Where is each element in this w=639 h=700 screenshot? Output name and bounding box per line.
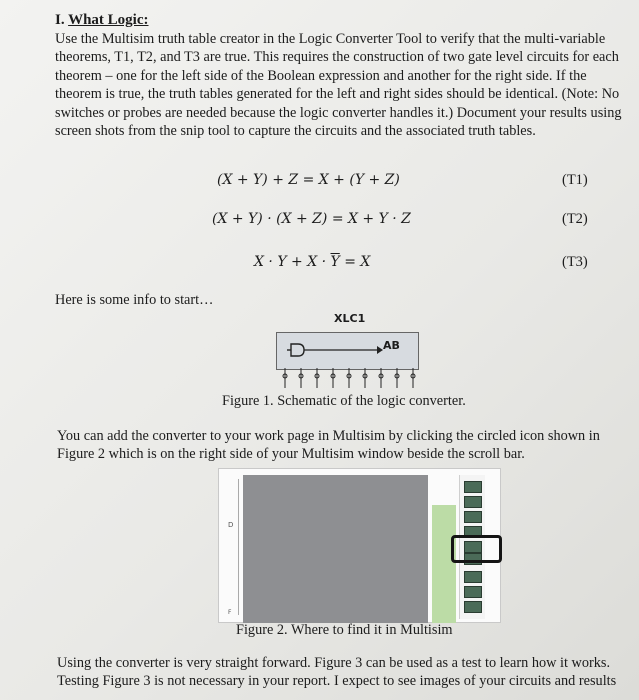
section-number: I. <box>55 12 65 28</box>
distortion-analyzer-icon[interactable] <box>464 586 482 598</box>
highlight-circle <box>451 535 502 563</box>
side-label-f: F <box>228 609 232 616</box>
theorem-t1-expression: (X + Y) + Z = X + (Y + Z) <box>217 172 400 188</box>
logic-converter-label: XLC1 <box>334 312 366 325</box>
section-title: What Logic: <box>68 12 149 28</box>
info-line: Here is some info to start… <box>55 292 214 308</box>
converter-inner-text: AB <box>383 339 400 352</box>
theorem-t2-expression: (X + Y) · (X + Z) = X + Y · Z <box>212 211 411 227</box>
paragraph-2: You can add the converter to your work page in Multisim by clicking the circled icon shown in Figure 2 which is on the right side of your Multisim window beside the scroll bar. <box>57 428 600 463</box>
function-generator-icon[interactable] <box>464 496 482 508</box>
workspace-area <box>243 475 428 623</box>
spectrum-analyzer-icon[interactable] <box>464 601 482 613</box>
paragraph-3: Using the converter is very straight forward. Figure 3 can be used as a test to learn how it works. Testing Figure 3 is not necessary in your report. I expect to see images of your circuits and results <box>57 655 617 690</box>
logic-converter-symbol <box>276 332 419 370</box>
theorem-t3-suffix: = X <box>339 254 371 270</box>
intro-paragraph: Use the Multisim truth table creator in the Logic Converter Tool to verify that the multi-variable theorems, T1, T2, and T3 are true. This requires the construction of two gate level circuits for each theorem – one for the left side of the Boolean expression and another for the right side. If the theorem is true, the truth tables generated for the left and right sides should be identical. (Note: No switches or probes are needed because the logic converter handles it.) Document your results using screen shots from the snip tool to capture the circuits and the associated truth tables. <box>55 31 622 140</box>
side-label-d: D <box>228 521 234 529</box>
converter-pins <box>276 368 426 394</box>
theorem-t3-label: (T3) <box>562 254 588 270</box>
wattmeter-icon[interactable] <box>464 511 482 523</box>
logic-analyzer-icon[interactable] <box>464 571 482 583</box>
theorem-t2-label: (T2) <box>562 211 588 227</box>
theorem-t3-prefix: X · Y + X · <box>254 254 331 270</box>
scroll-bar[interactable] <box>432 505 456 623</box>
theorem-t1-label: (T1) <box>562 172 588 188</box>
theorem-t3-overline-term: $\overline{Y}$ <box>330 254 340 270</box>
workspace-border <box>238 479 239 615</box>
multimeter-icon[interactable] <box>464 481 482 493</box>
figure2-caption: Figure 2. Where to find it in Multisim <box>236 622 453 638</box>
section-heading <box>55 12 149 29</box>
theorem-t3-expression <box>254 254 370 270</box>
figure1-caption: Figure 1. Schematic of the logic converter. <box>222 393 466 409</box>
